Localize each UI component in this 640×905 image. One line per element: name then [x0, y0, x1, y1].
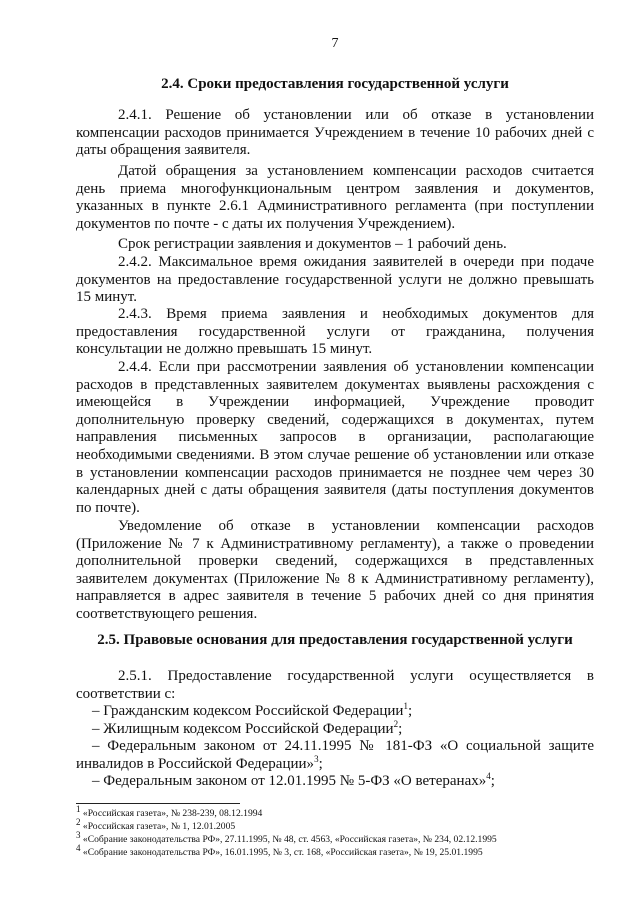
- text-line: имеющейся в Учреждении информацией, Учреждение проводит: [76, 394, 594, 411]
- text-line: консультации не должно превышать 15 минут.: [76, 341, 373, 358]
- page-number: 7: [331, 36, 339, 51]
- text-line: дополнительную проверку сведений, содержащихся в документах, путем: [76, 411, 594, 428]
- text-line: даты обращения заявителя.: [76, 142, 251, 159]
- text-line: расходов в представленных заявителем документах выявлены расхождения с: [76, 376, 594, 393]
- text-line: компенсации расходов принимается Учреждением в течение 10 рабочих дней с: [76, 124, 594, 141]
- list-item: – Федеральным законом от 12.01.1995 № 5-ФЗ «О ветеранах»$^4$;: [92, 771, 495, 790]
- text-line: соответствии с:: [76, 685, 176, 702]
- list-item: – Федеральным законом от 24.11.1995 № 181-ФЗ «О социальной защите: [92, 738, 594, 755]
- paragraph-registration-term: [76, 236, 594, 254]
- text-line: день приема многофункциональным центром заявления и документов,: [76, 180, 594, 197]
- text-line: указанных в пункте 2.6.1 Административного регламента (при поступлении: [76, 198, 594, 215]
- text-line: направления письменных запросов в организации, располагающие: [76, 429, 594, 446]
- footnote-divider: [76, 803, 240, 804]
- text-line: заявителем документах (Приложение № 8 к Административному регламенту),: [76, 570, 594, 587]
- text-line: 2.4.1. Решение об установлении или об отказе в установлении: [118, 107, 594, 123]
- text-line: дополнительной проверки сведений, содержащихся в представленных: [76, 553, 594, 570]
- section-2-5-title: 2.5. Правовые основания для предоставления государственной услуги: [97, 632, 573, 648]
- paragraph-date-of-application: [76, 163, 594, 233]
- text-line: Уведомление об отказе в установлении компенсации расходов: [118, 518, 594, 534]
- text-line: документов на предоставление государственной услуги не должно превышать: [76, 271, 594, 288]
- text-line: в установлении компенсации расходов принимается не позднее чем через 30: [76, 464, 594, 481]
- paragraph-2-4-3: [76, 306, 594, 359]
- paragraph-2-4-2: [76, 254, 594, 307]
- text-line: необходимыми сведениями. В этом случае решение об установлении или отказе: [76, 446, 594, 463]
- footnote: $^3$ «Собрание законодательства РФ», 27.11.1995, № 48, ст. 4563, «Российская газета», № 234, 02.12.1995: [76, 829, 497, 845]
- paragraph-2-4-1: [76, 107, 594, 160]
- footnote: $^1$ «Российская газета», № 238-239, 08.12.1994: [76, 803, 263, 819]
- footnote: $^2$ «Российская газета», № 1, 12.01.2005: [76, 816, 236, 832]
- list-item: – Гражданским кодексом Российской Федерации$^1$;: [92, 701, 413, 719]
- footnote-ref: 3: [314, 753, 319, 764]
- legal-basis-list: [76, 703, 594, 791]
- text-line: соответствующего решения.: [76, 605, 258, 622]
- list-item-continuation: инвалидов в Российской Федерации»$^3$;: [76, 753, 323, 772]
- list-item: – Жилищным кодексом Российской Федерации$^2$;: [92, 718, 403, 737]
- text-line: 15 минут.: [76, 289, 137, 306]
- text-line: по почте).: [76, 499, 140, 516]
- text-line: направляется в адрес заявителя в течение 5 рабочих дней со дня принятия: [76, 588, 594, 605]
- paragraph-2-5-1: [76, 668, 594, 703]
- text-line: 2.4.2. Максимальное время ожидания заявителей в очереди при подаче: [118, 254, 594, 270]
- paragraph-refusal-notice: [76, 518, 594, 624]
- text-line: предоставления государственной услуги от гражданина, получения: [76, 323, 594, 340]
- footnote: $^4$ «Собрание законодательства РФ», 16.01.1995, № 3, ст. 168, «Российская газета», № 19, 25.01.1995: [76, 842, 483, 858]
- footnote-ref: 1: [403, 701, 408, 711]
- text-line: 2.4.4. Если при рассмотрении заявления об установлении компенсации: [118, 359, 594, 375]
- text-line: 2.4.3. Время приема заявления и необходимых документов для: [118, 306, 594, 322]
- paragraph-2-4-4: [76, 359, 594, 517]
- text-line: (Приложение № 7 к Административному регламенту), а также о проведении: [76, 535, 594, 552]
- text-line: Срок регистрации заявления и документов – 1 рабочий день.: [118, 236, 507, 252]
- text-line: 2.5.1. Предоставление государственной услуги осуществляется в: [118, 668, 594, 684]
- section-2-4-title: 2.4. Сроки предоставления государственной услуги: [161, 76, 509, 92]
- text-line: документов по почте - с даты их получения Учреждением).: [76, 215, 456, 232]
- text-line: календарных дней с даты обращения заявителя (даты поступления документов: [76, 482, 594, 499]
- text-line: Датой обращения за установлением компенсации расходов считается: [118, 163, 594, 179]
- footnote-ref: 4: [486, 771, 491, 782]
- footnote-ref: 2: [393, 718, 399, 729]
